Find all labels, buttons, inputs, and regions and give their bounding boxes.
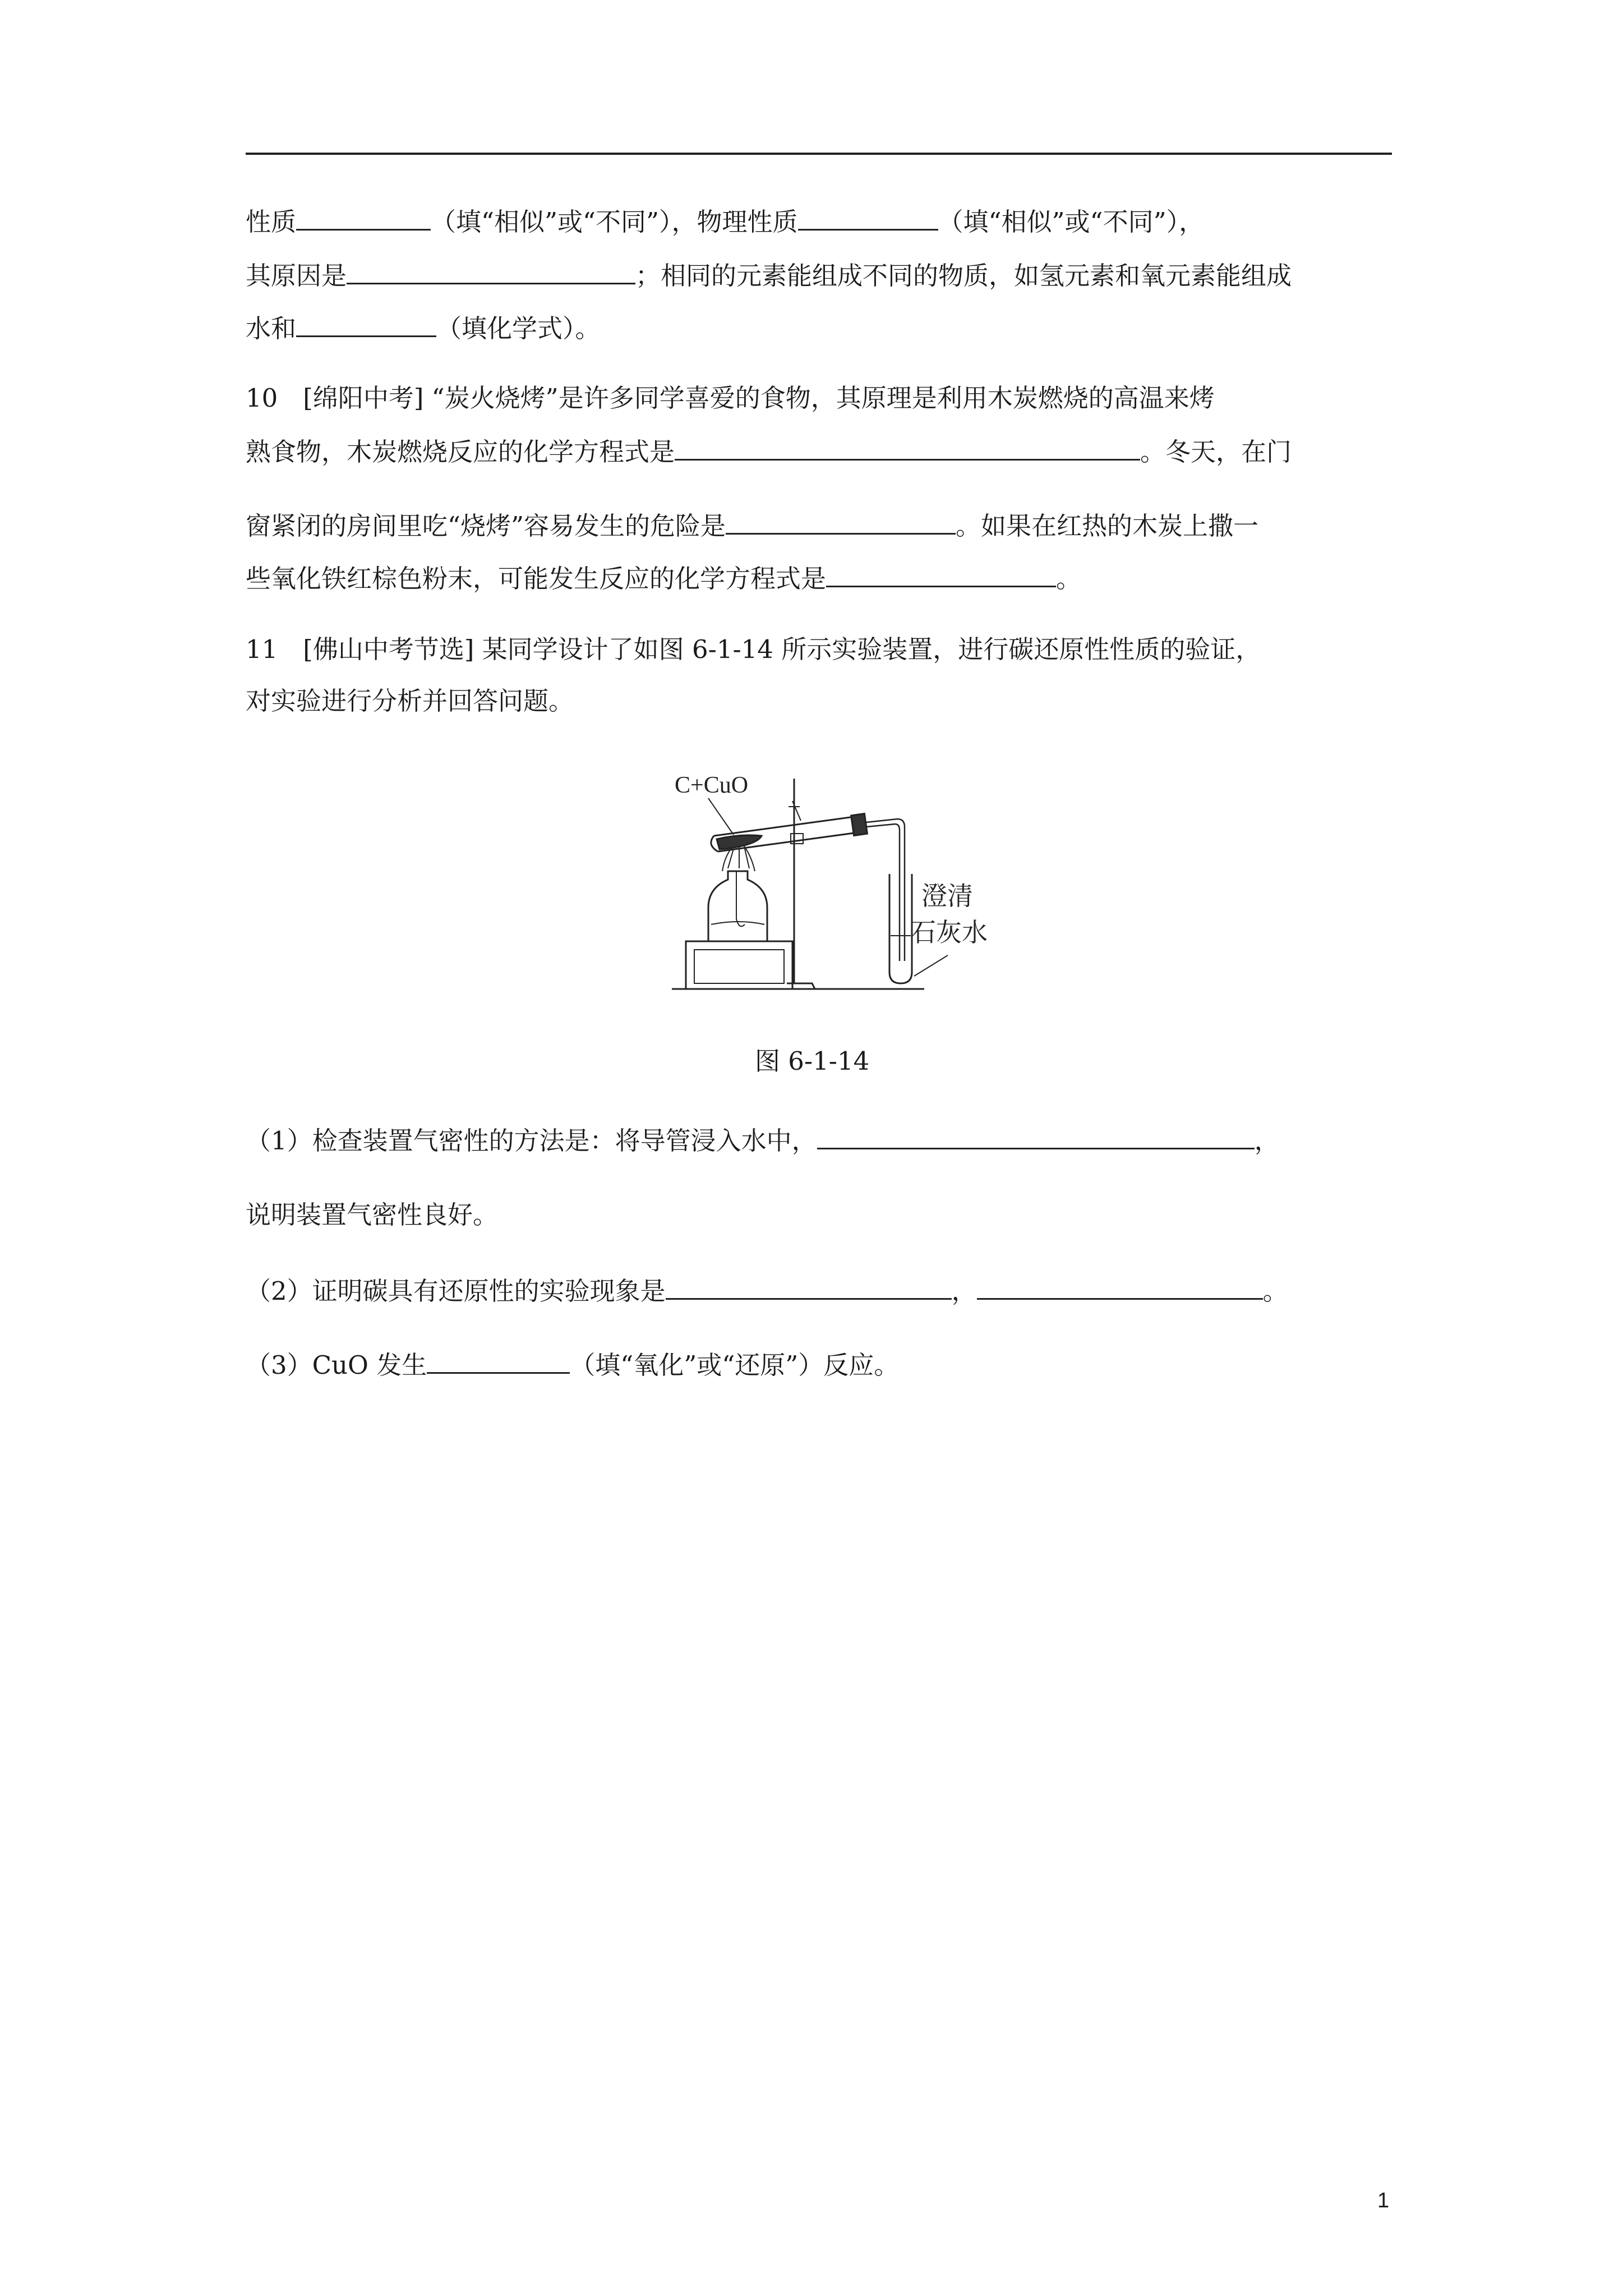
answer-blank[interactable] <box>666 1272 952 1300</box>
q10-line-3: 窗紧闭的房间里吃“烧烤”容易发生的危险是 。如果在红热的木炭上撒一 <box>246 507 1258 543</box>
q10-line-1: 10 [绵阳中考] “炭火烧烤”是许多同学喜爱的食物，其原理是利用木炭燃烧的高温来烤 <box>246 383 1215 413</box>
answer-blank[interactable] <box>675 433 1140 461</box>
q11-part2-line: （2）证明碳具有还原性的实验现象是 ， 。 <box>246 1272 1288 1308</box>
answer-blank[interactable] <box>798 203 938 231</box>
q9-line-2: 其原因是 ；相同的元素能组成不同的物质，如氢元素和氧元素能组成 <box>246 257 1292 293</box>
leader-line-reactants <box>708 798 734 835</box>
q11-part1-line-2: 说明装置气密性良好。 <box>246 1200 499 1230</box>
delivery-tube <box>866 819 905 961</box>
heater-base <box>686 941 792 989</box>
q11-line-2: 对实验进行分析并回答问题。 <box>246 686 574 716</box>
label-limewater-1: 澄清 <box>921 881 973 911</box>
q11-part1-line-1: （1）检查装置气密性的方法是：将导管浸入水中， ， <box>246 1122 1280 1158</box>
label-limewater-2: 石灰水 <box>910 917 988 947</box>
answer-blank[interactable] <box>427 1346 570 1374</box>
q10-line-4: 些氧化铁红棕色粉末，可能发生反应的化学方程式是 。 <box>246 560 1081 596</box>
figure-caption: 图 6-1-14 <box>755 1046 870 1076</box>
answer-blank[interactable] <box>296 203 431 231</box>
answer-blank[interactable] <box>826 560 1056 587</box>
limewater-tube <box>889 874 912 983</box>
answer-blank[interactable] <box>296 310 436 337</box>
header-rule <box>246 153 1392 155</box>
q9-line-3: 水和 （填化学式）。 <box>246 310 601 346</box>
label-reactants: C+CuO <box>675 772 749 798</box>
page-number: 1 <box>1377 2189 1390 2212</box>
q9-line-1: 性质 （填“相似”或“不同”），物理性质 （填“相似”或“不同”）， <box>246 203 1204 239</box>
apparatus-diagram <box>655 767 992 1000</box>
q11-line-1: 11 [佛山中考节选] 某同学设计了如图 6-1-14 所示实验装置，进行碳还原性性质的验证， <box>246 634 1261 664</box>
q11-part3-line: （3）CuO 发生 （填“氧化”或“还原”）反应。 <box>246 1346 899 1382</box>
answer-blank[interactable] <box>347 257 635 284</box>
leader-line-limewater <box>914 955 948 976</box>
stopper <box>851 814 868 836</box>
alcohol-lamp <box>708 871 767 941</box>
answer-blank[interactable] <box>726 507 956 535</box>
answer-blank[interactable] <box>817 1122 1255 1149</box>
answer-blank[interactable] <box>977 1272 1263 1300</box>
apparatus-figure <box>655 767 992 1000</box>
q10-line-2: 熟食物，木炭燃烧反应的化学方程式是 。冬天，在门 <box>246 433 1292 469</box>
